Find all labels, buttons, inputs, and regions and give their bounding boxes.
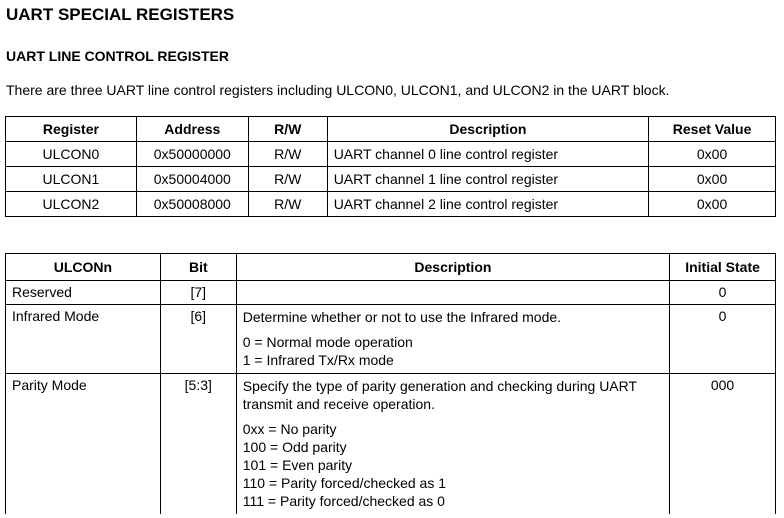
column-header: Initial State bbox=[670, 254, 776, 281]
register-address: 0x50004000 bbox=[136, 167, 248, 192]
field-bit: [7] bbox=[160, 281, 236, 305]
register-name: ULCON1 bbox=[6, 167, 137, 192]
field-options bbox=[243, 333, 663, 369]
register-reset-value: 0x00 bbox=[649, 192, 776, 217]
register-access: R/W bbox=[248, 167, 327, 192]
field-initial-state: 0 bbox=[670, 281, 776, 305]
field-option: 0 = Normal mode operation bbox=[242, 334, 413, 350]
column-header: R/W bbox=[248, 117, 327, 142]
register-description: UART channel 1 line control register bbox=[327, 167, 648, 192]
bit-fields-table bbox=[5, 253, 776, 514]
field-option: 110 = Parity forced/checked as 1 bbox=[242, 475, 446, 491]
register-description: UART channel 2 line control register bbox=[327, 192, 648, 217]
column-header: Description bbox=[327, 117, 648, 142]
field-initial-state: 000 bbox=[670, 374, 776, 515]
column-header: Reset Value bbox=[649, 117, 776, 142]
column-header: Description bbox=[236, 254, 669, 281]
register-reset-value: 0x00 bbox=[649, 142, 776, 167]
table-row bbox=[6, 374, 776, 515]
table-row bbox=[6, 281, 776, 305]
field-option: 111 = Parity forced/checked as 0 bbox=[242, 493, 445, 509]
field-description-text: Specify the type of parity generation and checking during UART transmit and receive operation. bbox=[242, 378, 637, 412]
register-access: R/W bbox=[248, 142, 327, 167]
column-header: Register bbox=[6, 117, 137, 142]
intro-paragraph: There are three UART line control registers including ULCON0, ULCON1, and ULCON2 in the UART block. bbox=[6, 82, 670, 98]
register-name: ULCON0 bbox=[6, 142, 137, 167]
field-description bbox=[236, 305, 669, 374]
register-access: R/W bbox=[248, 192, 327, 217]
field-description-text: Determine whether or not to use the Infrared mode. bbox=[242, 309, 562, 325]
table-row bbox=[6, 167, 776, 192]
register-address: 0x50000000 bbox=[136, 142, 248, 167]
register-address: 0x50008000 bbox=[136, 192, 248, 217]
register-reset-value: 0x00 bbox=[649, 167, 776, 192]
field-option: 0xx = No parity bbox=[242, 421, 337, 437]
field-option: 100 = Odd parity bbox=[242, 439, 347, 455]
field-name: Infrared Mode bbox=[6, 305, 161, 374]
register-description: UART channel 0 line control register bbox=[327, 142, 648, 167]
field-name: Reserved bbox=[6, 281, 161, 305]
field-option: 1 = Infrared Tx/Rx mode bbox=[242, 352, 394, 368]
section-heading: UART LINE CONTROL REGISTER bbox=[6, 48, 229, 64]
field-initial-state: 0 bbox=[670, 305, 776, 374]
column-header: ULCONn bbox=[6, 254, 161, 281]
column-header: Address bbox=[136, 117, 248, 142]
field-bit: [6] bbox=[160, 305, 236, 374]
table-row bbox=[6, 192, 776, 217]
field-description bbox=[236, 374, 669, 515]
column-header: Bit bbox=[160, 254, 236, 281]
table-header-row bbox=[6, 117, 776, 142]
register-name: ULCON2 bbox=[6, 192, 137, 217]
table-row bbox=[6, 305, 776, 374]
page-heading: UART SPECIAL REGISTERS bbox=[6, 5, 235, 24]
field-bit: [5:3] bbox=[160, 374, 236, 515]
field-options bbox=[243, 420, 663, 510]
field-option: 101 = Even parity bbox=[242, 457, 353, 473]
field-name: Parity Mode bbox=[6, 374, 161, 515]
registers-table bbox=[5, 116, 776, 217]
field-description bbox=[236, 281, 669, 305]
table-row bbox=[6, 142, 776, 167]
table-header-row bbox=[6, 254, 776, 281]
